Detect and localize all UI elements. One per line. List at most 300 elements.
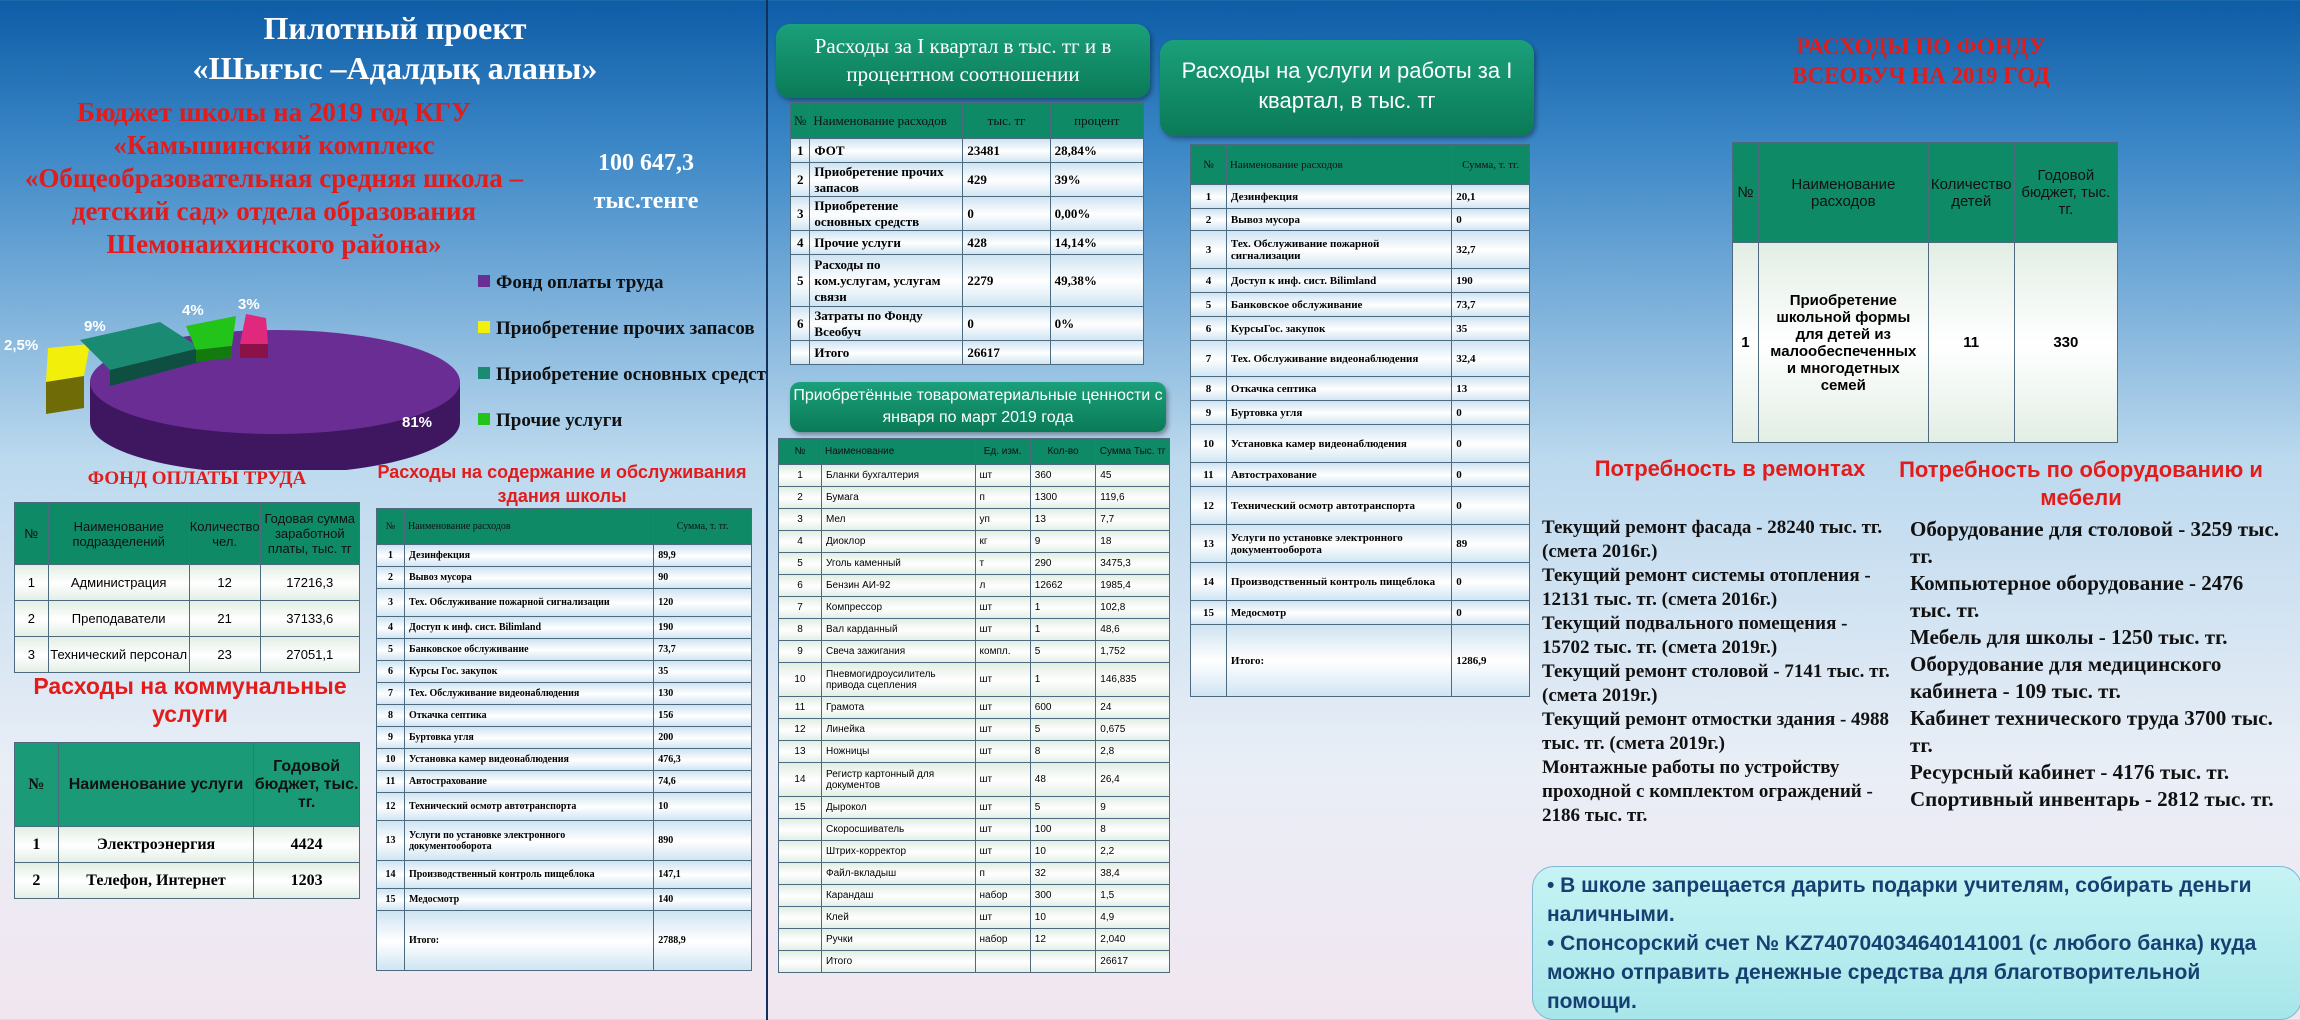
cell: 8: [1096, 819, 1170, 841]
table-row: [377, 771, 752, 793]
table-row: [779, 719, 1170, 741]
cell: 24: [1096, 697, 1170, 719]
cell: 89: [1452, 525, 1530, 563]
table-row: [791, 255, 1144, 307]
cell: 290: [1030, 553, 1096, 575]
cell: Вывоз мусора: [404, 567, 653, 589]
goods-heading: Приобретённые товароматериальные ценности с января по март 2019 года: [790, 382, 1166, 432]
cell: шт: [975, 619, 1030, 641]
cell: 5: [791, 255, 810, 307]
pie-legend-1: [478, 272, 663, 294]
col-header: Сумма, т. тг.: [654, 509, 752, 545]
goods-table: [778, 438, 1170, 973]
payroll-heading: ФОНД ОПЛАТЫ ТРУДА: [87, 468, 307, 489]
cell: шт: [975, 597, 1030, 619]
cell: 190: [1452, 269, 1530, 293]
cell: Буртовка угля: [404, 727, 653, 749]
col-header: Годовая сумма заработной платы, тыс. тг: [260, 503, 359, 565]
cell: [779, 863, 822, 885]
cell: 2: [779, 487, 822, 509]
col-header: Наименование расходов: [1758, 143, 1928, 243]
cell: 300: [1030, 885, 1096, 907]
pie-legend-4: [478, 410, 622, 432]
table-row: [1191, 185, 1530, 209]
cell: 330: [2014, 243, 2117, 443]
cell: Клей: [821, 907, 975, 929]
cell: Приобретение прочих запасов: [810, 163, 963, 197]
cell: 20,1: [1452, 185, 1530, 209]
cell: 35: [1452, 317, 1530, 341]
cell: 6: [377, 661, 405, 683]
repairs-heading: Потребность в ремонтах: [1594, 456, 1866, 481]
cell: 12: [1191, 487, 1227, 525]
table-row: [779, 763, 1170, 797]
cell: Откачка септика: [1226, 377, 1451, 401]
table-row: [1191, 601, 1530, 625]
cell: 130: [654, 683, 752, 705]
maintenance-table: [376, 508, 752, 971]
table-row: [779, 531, 1170, 553]
cell: [377, 911, 405, 971]
cell: [791, 341, 810, 365]
cell: Медосмотр: [1226, 601, 1451, 625]
cell: [779, 951, 822, 973]
cell: 2,8: [1096, 741, 1170, 763]
table-row: [15, 637, 360, 673]
cell: 5: [1030, 719, 1096, 741]
cell: 156: [654, 705, 752, 727]
col-header: Годовой бюджет, тыс. тг.: [2014, 143, 2117, 243]
cell: 190: [654, 617, 752, 639]
list-item: Текущий подвального помещения - 15702 тыс. тг. (смета 2019г.): [1542, 613, 1848, 658]
table-row: [377, 889, 752, 911]
cell: 48,6: [1096, 619, 1170, 641]
cell: 73,7: [654, 639, 752, 661]
table-row: [377, 661, 752, 683]
cell: 119,6: [1096, 487, 1170, 509]
cell: 35: [654, 661, 752, 683]
cell: Дезинфекция: [1226, 185, 1451, 209]
cell: 8: [1030, 741, 1096, 763]
cell: кг: [975, 531, 1030, 553]
cell: Производственный контроль пищеблока: [1226, 563, 1451, 601]
table-row: [15, 863, 360, 899]
total-value: 100 647,3: [598, 150, 694, 176]
cell: 74,6: [654, 771, 752, 793]
cell: 12: [189, 565, 260, 601]
cell: 39%: [1050, 163, 1143, 197]
cell: 6: [791, 307, 810, 341]
cell: набор: [975, 885, 1030, 907]
cell: 0: [1452, 487, 1530, 525]
cell: 4,9: [1096, 907, 1170, 929]
cell: 28,84%: [1050, 139, 1143, 163]
cell: шт: [975, 663, 1030, 697]
cell: 27051,1: [260, 637, 359, 673]
cell: Грамота: [821, 697, 975, 719]
cell: 11: [779, 697, 822, 719]
repairs-list: [1542, 516, 1892, 828]
cell: 48: [1030, 763, 1096, 797]
table-row: [779, 863, 1170, 885]
cell: 890: [654, 821, 752, 861]
cell: 147,1: [654, 861, 752, 889]
cell: Технический персонал: [48, 637, 189, 673]
cell: 4: [779, 531, 822, 553]
table-row: [377, 793, 752, 821]
cell: 0: [1452, 401, 1530, 425]
cell: 13: [1452, 377, 1530, 401]
legend-label: Прочие услуги: [496, 410, 623, 431]
cell: 1: [1191, 185, 1227, 209]
cell: Бензин АИ-92: [821, 575, 975, 597]
cell: 14,14%: [1050, 231, 1143, 255]
budget-title: Бюджет школы на 2019 год КГУ «Камышинский комплекс «Общеобразовательная средняя школа – детский сад» отдела образования Шемонаихинского района»: [24, 97, 524, 259]
cell: 32: [1030, 863, 1096, 885]
cell: Производственный контроль пищеблока: [404, 861, 653, 889]
cell: 1,752: [1096, 641, 1170, 663]
cell: 2,040: [1096, 929, 1170, 951]
cell: 3475,3: [1096, 553, 1170, 575]
table-row: [779, 819, 1170, 841]
cell: 1300: [1030, 487, 1096, 509]
cell: 9: [779, 641, 822, 663]
table-row: [779, 697, 1170, 719]
cell: 10: [1030, 841, 1096, 863]
col-header: №: [1191, 145, 1227, 185]
cell: 146,835: [1096, 663, 1170, 697]
cell: 0: [1452, 425, 1530, 463]
budget-pie-chart: [0, 290, 480, 470]
cell: 3: [377, 589, 405, 617]
cell: 1: [377, 545, 405, 567]
cell: Дезинфекция: [404, 545, 653, 567]
cell: Приобретение основных средств: [810, 197, 963, 231]
list-item: Текущий ремонт столовой - 7141 тыс. тг. (смета 2019г.): [1542, 661, 1890, 706]
cell: Банковское обслуживание: [1226, 293, 1451, 317]
cell: 0: [963, 307, 1050, 341]
cell: 8: [779, 619, 822, 641]
cell: 5: [1030, 797, 1096, 819]
table-row: [779, 929, 1170, 951]
cell: 2279: [963, 255, 1050, 307]
cell: Итого:: [1226, 625, 1451, 697]
cell: [1191, 625, 1227, 697]
col-header: Наименование: [821, 439, 975, 465]
table-row: [779, 487, 1170, 509]
table-row: [377, 639, 752, 661]
cell: 23481: [963, 139, 1050, 163]
table-row: [1191, 401, 1530, 425]
table-row: [791, 139, 1144, 163]
table-row: [779, 885, 1170, 907]
table-row: [377, 911, 752, 971]
cell: т: [975, 553, 1030, 575]
equipment-heading: Потребность по оборудованию и мебели: [1899, 457, 2263, 510]
cell: 90: [654, 567, 752, 589]
cell: шт: [975, 741, 1030, 763]
cell: 1: [1733, 243, 1759, 443]
cell: Штрих-корректор: [821, 841, 975, 863]
cell: [1030, 951, 1096, 973]
col-header: Сумма, т. тг.: [1452, 145, 1530, 185]
cell: Файл-вкладыш: [821, 863, 975, 885]
table-row: [1191, 463, 1530, 487]
table-row: [377, 683, 752, 705]
cell: 10: [654, 793, 752, 821]
cell: п: [975, 487, 1030, 509]
cell: 15: [1191, 601, 1227, 625]
cell: Затраты по Фонду Всеобуч: [810, 307, 963, 341]
cell: 14: [1191, 563, 1227, 601]
cell: 26617: [963, 341, 1050, 365]
cell: 0%: [1050, 307, 1143, 341]
table-row: [377, 749, 752, 771]
utilities-heading: Расходы на коммунальные услуги: [33, 673, 347, 727]
table-row: [377, 545, 752, 567]
cell: Установка камер видеонаблюдения: [1226, 425, 1451, 463]
cell: 14: [779, 763, 822, 797]
cell: Дырокол: [821, 797, 975, 819]
cell: Тех. Обслуживание видеонаблюдения: [1226, 341, 1451, 377]
table-row: [779, 619, 1170, 641]
cell: Вал карданный: [821, 619, 975, 641]
cell: Доступ к инф. сист. Bilimland: [404, 617, 653, 639]
table-row: [377, 727, 752, 749]
cell: 5: [779, 553, 822, 575]
cell: Медосмотр: [404, 889, 653, 911]
cell: 10: [1191, 425, 1227, 463]
cell: 8: [377, 705, 405, 727]
cell: 26,4: [1096, 763, 1170, 797]
cell: 5: [1030, 641, 1096, 663]
cell: 2: [791, 163, 810, 197]
cell: шт: [975, 907, 1030, 929]
col-header: №: [377, 509, 405, 545]
cell: 0: [1452, 209, 1530, 231]
cell: Приобретение школьной формы для детей из малообеспеченных и многодетных семей: [1758, 243, 1928, 443]
cell: 2: [15, 601, 49, 637]
cell: Тех. Обслуживание пожарной сигнализации: [404, 589, 653, 617]
col-header: Количество детей: [1928, 143, 2014, 243]
legend-swatch: [478, 367, 490, 379]
pie-slice-magenta: [240, 314, 268, 344]
cell: 100: [1030, 819, 1096, 841]
cell: шт: [975, 841, 1030, 863]
col-header: №: [15, 503, 49, 565]
cell: шт: [975, 697, 1030, 719]
cell: [779, 819, 822, 841]
payroll-table: [14, 502, 360, 673]
legend-swatch: [478, 321, 490, 333]
list-item: Компьютерное оборудование - 2476 тыс. тг.: [1910, 571, 2244, 622]
table-row: [791, 163, 1144, 197]
cell: Итого: [821, 951, 975, 973]
cell: 2: [1191, 209, 1227, 231]
cell: Прочие услуги: [810, 231, 963, 255]
cell: Диоклор: [821, 531, 975, 553]
cell: 7,7: [1096, 509, 1170, 531]
cell: 8: [1191, 377, 1227, 401]
cell: 476,3: [654, 749, 752, 771]
cell: Установка камер видеонаблюдения: [404, 749, 653, 771]
cell: Преподаватели: [48, 601, 189, 637]
cell: 10: [377, 749, 405, 771]
cell: Автострахование: [404, 771, 653, 793]
cell: 1: [15, 565, 49, 601]
cell: 1: [791, 139, 810, 163]
cell: Пневмогидроусилитель привода сцепления: [821, 663, 975, 697]
col-header: Кол-во: [1030, 439, 1096, 465]
cell: Свеча зажигания: [821, 641, 975, 663]
cell: 9: [1030, 531, 1096, 553]
legend-label: Фонд оплаты труда: [496, 272, 664, 293]
legend-label: Приобретение прочих запасов: [496, 318, 755, 339]
cell: Карандаш: [821, 885, 975, 907]
cell: 0,00%: [1050, 197, 1143, 231]
cell: 37133,6: [260, 601, 359, 637]
cell: 32,4: [1452, 341, 1530, 377]
cell: 5: [377, 639, 405, 661]
table-row: [779, 575, 1170, 597]
table-row: [1191, 625, 1530, 697]
cell: Расходы по ком.услугам, услугам связи: [810, 255, 963, 307]
cell: 3: [791, 197, 810, 231]
cell: 13: [377, 821, 405, 861]
cell: 1: [15, 827, 59, 863]
list-item: Спортивный инвентарь - 2812 тыс. тг.: [1910, 787, 2274, 811]
cell: 12: [377, 793, 405, 821]
pie-slice-supplies-side: [46, 376, 84, 414]
cell: 12662: [1030, 575, 1096, 597]
col-header: №: [791, 103, 810, 139]
cell: Компрессор: [821, 597, 975, 619]
notice-box: [1532, 866, 2300, 1020]
table-row: [377, 617, 752, 639]
cell: 1286,9: [1452, 625, 1530, 697]
cell: 45: [1096, 465, 1170, 487]
table-row: [779, 951, 1170, 973]
equipment-list: [1910, 516, 2284, 813]
cell: 2788,9: [654, 911, 752, 971]
cell: Скоросшиватель: [821, 819, 975, 841]
cell: 9: [377, 727, 405, 749]
cell: Мел: [821, 509, 975, 531]
table-row: [779, 741, 1170, 763]
cell: л: [975, 575, 1030, 597]
notice-line-2: • Спонсорский счет № KZ740704034640141001 (с любого банка) куда можно отправить денежные средства для благотворительной помощи.: [1547, 932, 2257, 1013]
table-row: [377, 861, 752, 889]
table-row: [779, 797, 1170, 819]
pie-label-3: 3%: [238, 296, 260, 313]
table-row: [1191, 231, 1530, 269]
cell: Услуги по установке электронного документооборота: [1226, 525, 1451, 563]
cell: Уголь каменный: [821, 553, 975, 575]
list-item: Монтажные работы по устройству проходной с комплектом ограждений - 2186 тыс. тг.: [1542, 757, 1873, 826]
utilities-table: [14, 742, 360, 899]
title-line-1: Пилотный проект: [263, 10, 527, 46]
legend-label: Приобретение основных средст: [496, 364, 766, 385]
cell: 4424: [254, 827, 360, 863]
cell: 13: [1191, 525, 1227, 563]
cell: 0,675: [1096, 719, 1170, 741]
cell: Технический осмотр автотранспорта: [404, 793, 653, 821]
cell: 120: [654, 589, 752, 617]
total-budget: [566, 144, 726, 220]
cell: компл.: [975, 641, 1030, 663]
col-header: №: [15, 743, 59, 827]
cell: 0: [1452, 463, 1530, 487]
cell: 12: [1030, 929, 1096, 951]
cell: 4: [791, 231, 810, 255]
cell: 73,7: [1452, 293, 1530, 317]
cell: 0: [963, 197, 1050, 231]
table-row: [791, 307, 1144, 341]
cell: Автострахование: [1226, 463, 1451, 487]
cell: 429: [963, 163, 1050, 197]
cell: 9: [1096, 797, 1170, 819]
cell: Тех. Обслуживание видеонаблюдения: [404, 683, 653, 705]
table-row: [791, 341, 1144, 365]
table-row: [377, 705, 752, 727]
legend-swatch: [478, 413, 490, 425]
cell: 140: [654, 889, 752, 911]
total-unit: тыс.тенге: [593, 188, 699, 214]
cell: Банковское обслуживание: [404, 639, 653, 661]
notice-line-1: • В школе запрещается дарить подарки учителям, собирать деньги наличными.: [1547, 874, 2252, 926]
cell: 0: [1452, 601, 1530, 625]
table-row: [1191, 269, 1530, 293]
col-header: Количество чел.: [189, 503, 260, 565]
pie-slice-magenta-side: [240, 344, 268, 358]
cell: 15: [779, 797, 822, 819]
table-row: [779, 907, 1170, 929]
cell: [975, 951, 1030, 973]
cell: 4: [1191, 269, 1227, 293]
table-row: [15, 827, 360, 863]
cell: [779, 841, 822, 863]
cell: Доступ к инф. сист. Bilimland: [1226, 269, 1451, 293]
list-item: Оборудование для столовой - 3259 тыс. тг.: [1910, 517, 2280, 568]
cell: Бланки бухгалтерия: [821, 465, 975, 487]
col-header: Ед. изм.: [975, 439, 1030, 465]
title-line-2: «Шығыс –Адалдық аланы»: [192, 50, 598, 86]
table-row: [791, 197, 1144, 231]
cell: 1: [1030, 597, 1096, 619]
cell: набор: [975, 929, 1030, 951]
vseobuch-heading: РАСХОДЫ ПО ФОНДУ ВСЕОБУЧ НА 2019 ГОД: [1792, 34, 2050, 88]
table-row: [377, 589, 752, 617]
cell: Бумага: [821, 487, 975, 509]
cell: Ножницы: [821, 741, 975, 763]
list-item: Оборудование для медицинского кабинета - 109 тыс. тг.: [1910, 652, 2222, 703]
col-header: Наименование расходов: [1226, 145, 1451, 185]
col-header: Наименование расходов: [810, 103, 963, 139]
cell: 2,2: [1096, 841, 1170, 863]
cell: 11: [1191, 463, 1227, 487]
vseobuch-table: [1732, 142, 2118, 443]
cell: 1985,4: [1096, 575, 1170, 597]
cell: 26617: [1096, 951, 1170, 973]
list-item: Кабинет технического труда 3700 тыс. тг.: [1910, 706, 2273, 757]
cell: Телефон, Интернет: [58, 863, 253, 899]
cell: уп: [975, 509, 1030, 531]
table-row: [779, 841, 1170, 863]
cell: 360: [1030, 465, 1096, 487]
cell: Буртовка угля: [1226, 401, 1451, 425]
col-header: Сумма Тыс. тг: [1096, 439, 1170, 465]
table-row: [377, 821, 752, 861]
